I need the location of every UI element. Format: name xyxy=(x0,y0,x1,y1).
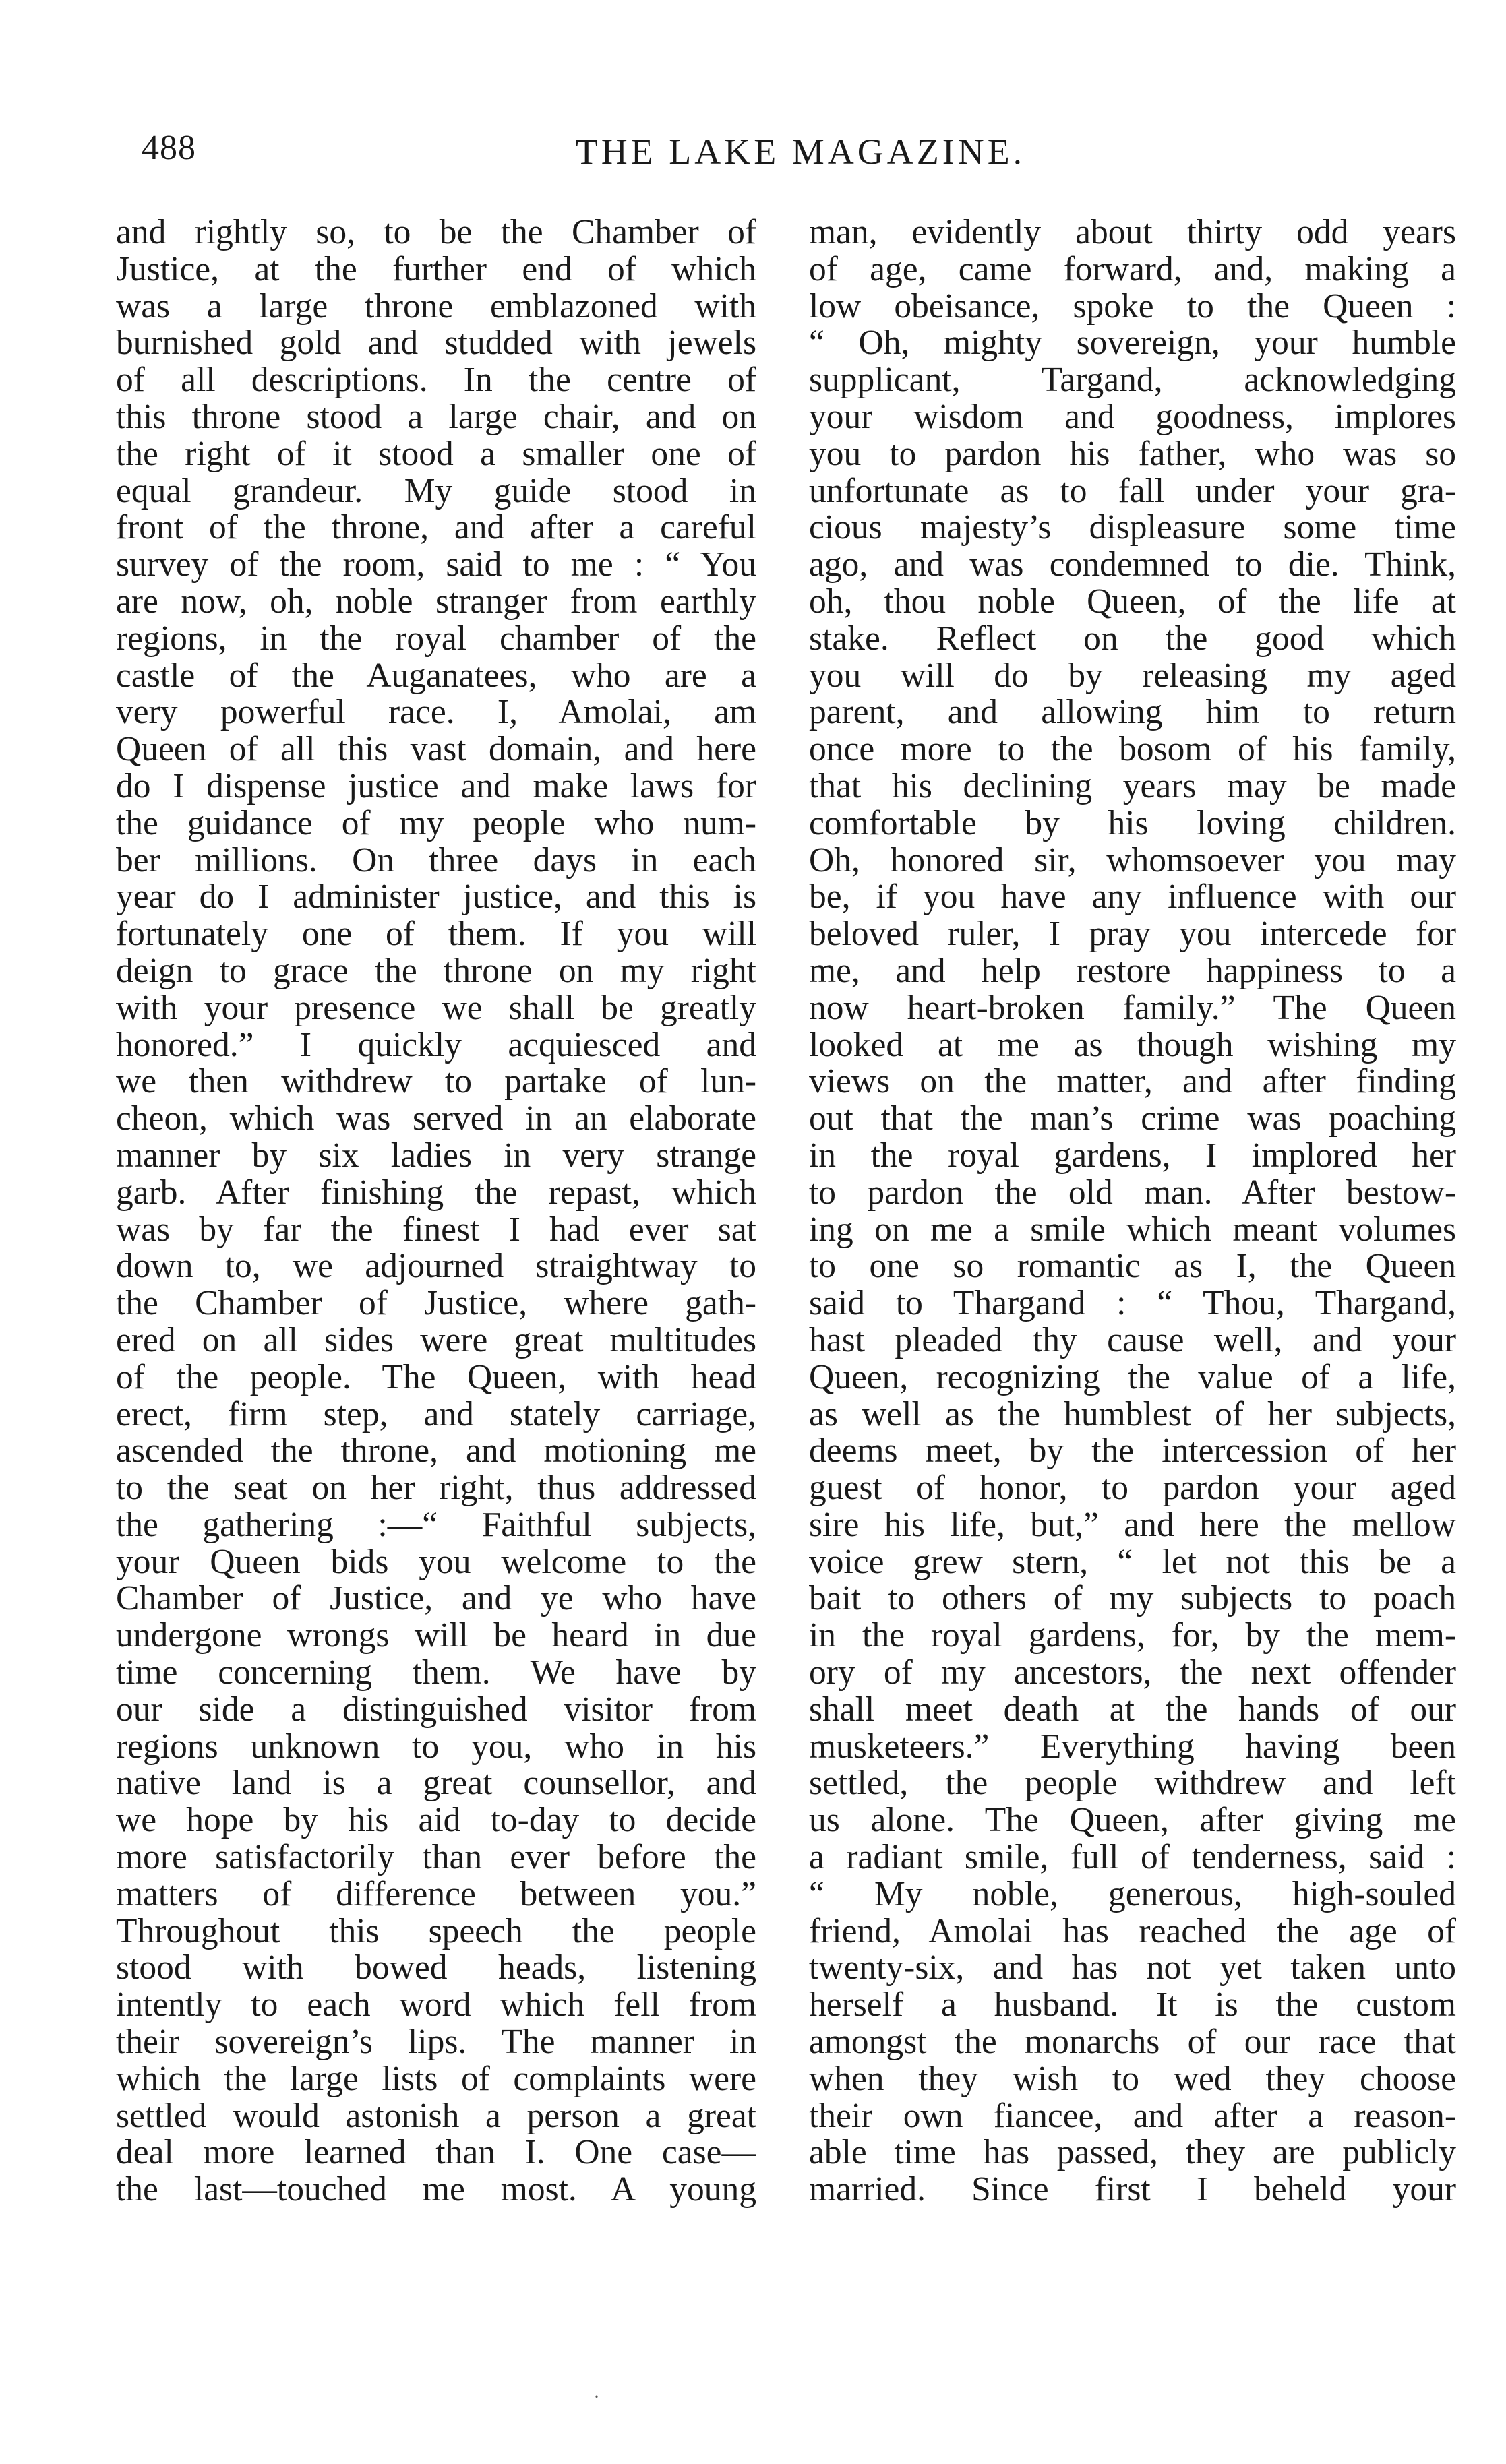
text-line: unfortunate as to fall under your gra- xyxy=(809,472,1456,510)
text-line: ascended the throne, and motioning me xyxy=(116,1433,756,1471)
text-line: a radiant smile, full of tenderness, said : xyxy=(809,1839,1456,1876)
text-line: to the seat on her right, thus addressed xyxy=(116,1470,756,1507)
text-line: out that the man’s crime was poaching xyxy=(809,1101,1456,1138)
text-line: ber millions. On three days in each xyxy=(116,842,756,880)
text-line: twenty-six, and has not yet taken unto xyxy=(809,1950,1456,1988)
text-line: be, if you have any influence with our xyxy=(809,879,1456,917)
text-line: to pardon the old man. After bestow- xyxy=(809,1174,1456,1212)
text-line: our side a distinguished visitor from xyxy=(116,1691,756,1729)
text-line: we hope by his aid to-day to decide xyxy=(116,1802,756,1840)
text-line: equal grandeur. My guide stood in xyxy=(116,472,756,510)
page-header xyxy=(142,128,1459,182)
text-line: ered on all sides were great multitudes xyxy=(116,1322,756,1359)
text-line: regions unknown to you, who in his xyxy=(116,1728,756,1766)
text-line: friend, Amolai has reached the age of xyxy=(809,1913,1456,1950)
text-line: me, and help restore happiness to a xyxy=(809,952,1456,990)
running-title: THE LAKE MAGAZINE. xyxy=(575,131,1026,172)
text-line: Justice, at the further end of which xyxy=(116,251,756,288)
page-number: 488 xyxy=(142,129,196,167)
text-line: their own fiancee, and after a reason- xyxy=(809,2097,1456,2135)
text-line: the gathering :—“ Faithful subjects, xyxy=(116,1506,756,1544)
text-line: you to pardon his father, who was so xyxy=(809,435,1456,473)
text-line: erect, firm step, and stately carriage, xyxy=(116,1396,756,1434)
text-line: of all descriptions. In the centre of xyxy=(116,362,756,399)
text-line: Queen of all this vast domain, and here xyxy=(116,731,756,768)
text-line: the right of it stood a smaller one of xyxy=(116,435,756,473)
text-line: us alone. The Queen, after giving me xyxy=(809,1802,1456,1840)
text-line: intently to each word which fell from xyxy=(116,1987,756,2025)
text-line: settled, the people withdrew and left xyxy=(809,1765,1456,1803)
text-line: with your presence we shall be greatly xyxy=(116,989,756,1027)
text-line: cious majesty’s displeasure some time xyxy=(809,510,1456,547)
text-line: deign to grace the throne on my right xyxy=(116,952,756,990)
text-line: “ Oh, mighty sovereign, your humble xyxy=(809,325,1456,363)
text-line: hast pleaded thy cause well, and your xyxy=(809,1322,1456,1359)
right-text-column xyxy=(809,214,1456,2209)
text-line: time concerning them. We have by xyxy=(116,1655,756,1692)
text-line: undergone wrongs will be heard in due xyxy=(116,1618,756,1655)
text-line: their sovereign’s lips. The manner in xyxy=(116,2024,756,2061)
text-line: once more to the bosom of his family, xyxy=(809,731,1456,768)
print-speck: · xyxy=(593,2386,600,2408)
text-line: the guidance of my people who num- xyxy=(116,805,756,842)
text-line: and rightly so, to be the Chamber of xyxy=(116,214,756,251)
text-line: now heart-broken family.” The Queen xyxy=(809,989,1456,1027)
text-line: manner by six ladies in very strange xyxy=(116,1137,756,1175)
text-line: native land is a great counsellor, and xyxy=(116,1765,756,1803)
text-line: was a large throne emblazoned with xyxy=(116,288,756,326)
text-line: Throughout this speech the people xyxy=(116,1913,756,1950)
text-line: your Queen bids you welcome to the xyxy=(116,1543,756,1581)
text-line: man, evidently about thirty odd years xyxy=(809,214,1456,251)
text-line: Oh, honored sir, whomsoever you may xyxy=(809,842,1456,880)
text-line: “ My noble, generous, high-souled xyxy=(809,1876,1456,1913)
text-line: parent, and allowing him to return xyxy=(809,694,1456,732)
text-line: more satisfactorily than ever before the xyxy=(116,1839,756,1876)
text-line: voice grew stern, “ let not this be a xyxy=(809,1543,1456,1581)
text-line: able time has passed, they are publicly xyxy=(809,2134,1456,2172)
text-line: amongst the monarchs of our race that xyxy=(809,2024,1456,2061)
text-line: low obeisance, spoke to the Queen : xyxy=(809,288,1456,326)
text-line: ing on me a smile which meant volumes xyxy=(809,1211,1456,1249)
text-line: we then withdrew to partake of lun- xyxy=(116,1064,756,1101)
text-line: was by far the finest I had ever sat xyxy=(116,1211,756,1249)
text-line: year do I administer justice, and this is xyxy=(116,879,756,917)
text-line: when they wish to wed they choose xyxy=(809,2060,1456,2098)
text-line: do I dispense justice and make laws for xyxy=(116,768,756,805)
text-line: survey of the room, said to me : “ You xyxy=(116,547,756,584)
text-line: in the royal gardens, for, by the mem- xyxy=(809,1618,1456,1655)
text-line: of the people. The Queen, with head xyxy=(116,1359,756,1396)
text-line: you will do by releasing my aged xyxy=(809,657,1456,695)
text-line: down to, we adjourned straightway to xyxy=(116,1248,756,1286)
text-line: cheon, which was served in an elaborate xyxy=(116,1101,756,1138)
text-line: in the royal gardens, I implored her xyxy=(809,1137,1456,1175)
text-line: deems meet, by the intercession of her xyxy=(809,1433,1456,1471)
text-line: very powerful race. I, Amolai, am xyxy=(116,694,756,732)
text-line: the last—touched me most. A young xyxy=(116,2172,756,2209)
text-line: garb. After finishing the repast, which xyxy=(116,1174,756,1212)
text-line: beloved ruler, I pray you intercede for xyxy=(809,916,1456,953)
text-line: shall meet death at the hands of our xyxy=(809,1691,1456,1729)
text-line: castle of the Auganatees, who are a xyxy=(116,657,756,695)
text-line: ago, and was condemned to die. Think, xyxy=(809,547,1456,584)
text-line: oh, thou noble Queen, of the life at xyxy=(809,583,1456,621)
text-line: married. Since first I beheld your xyxy=(809,2172,1456,2209)
text-line: front of the throne, and after a careful xyxy=(116,510,756,547)
text-line: said to Thargand : “ Thou, Thargand, xyxy=(809,1285,1456,1322)
text-line: guest of honor, to pardon your aged xyxy=(809,1470,1456,1507)
text-line: the Chamber of Justice, where gath- xyxy=(116,1285,756,1322)
text-line: musketeers.” Everything having been xyxy=(809,1728,1456,1766)
text-line: of age, came forward, and, making a xyxy=(809,251,1456,288)
text-line: that his declining years may be made xyxy=(809,768,1456,805)
text-line: fortunately one of them. If you will xyxy=(116,916,756,953)
text-line: Chamber of Justice, and ye who have xyxy=(116,1580,756,1618)
text-line: Queen, recognizing the value of a life, xyxy=(809,1359,1456,1396)
text-line: supplicant, Targand, acknowledging xyxy=(809,362,1456,399)
text-line: to one so romantic as I, the Queen xyxy=(809,1248,1456,1286)
text-line: settled would astonish a person a great xyxy=(116,2097,756,2135)
text-line: looked at me as though wishing my xyxy=(809,1026,1456,1064)
text-line: are now, oh, noble stranger from earthly xyxy=(116,583,756,621)
text-line: stood with bowed heads, listening xyxy=(116,1950,756,1988)
text-line: views on the matter, and after finding xyxy=(809,1064,1456,1101)
text-line: stake. Reflect on the good which xyxy=(809,620,1456,658)
text-line: honored.” I quickly acquiesced and xyxy=(116,1026,756,1064)
text-line: regions, in the royal chamber of the xyxy=(116,620,756,658)
text-line: matters of difference between you.” xyxy=(116,1876,756,1913)
text-line: which the large lists of complaints were xyxy=(116,2060,756,2098)
text-line: burnished gold and studded with jewels xyxy=(116,325,756,363)
text-line: deal more learned than I. One case— xyxy=(116,2134,756,2172)
text-line: sire his life, but,” and here the mellow xyxy=(809,1506,1456,1544)
text-line: bait to others of my subjects to poach xyxy=(809,1580,1456,1618)
text-line: this throne stood a large chair, and on xyxy=(116,398,756,436)
left-text-column xyxy=(116,214,756,2209)
text-line: herself a husband. It is the custom xyxy=(809,1987,1456,2025)
text-line: your wisdom and goodness, implores xyxy=(809,398,1456,436)
text-line: as well as the humblest of her subjects, xyxy=(809,1396,1456,1434)
text-line: comfortable by his loving children. xyxy=(809,805,1456,842)
text-line: ory of my ancestors, the next offender xyxy=(809,1655,1456,1692)
